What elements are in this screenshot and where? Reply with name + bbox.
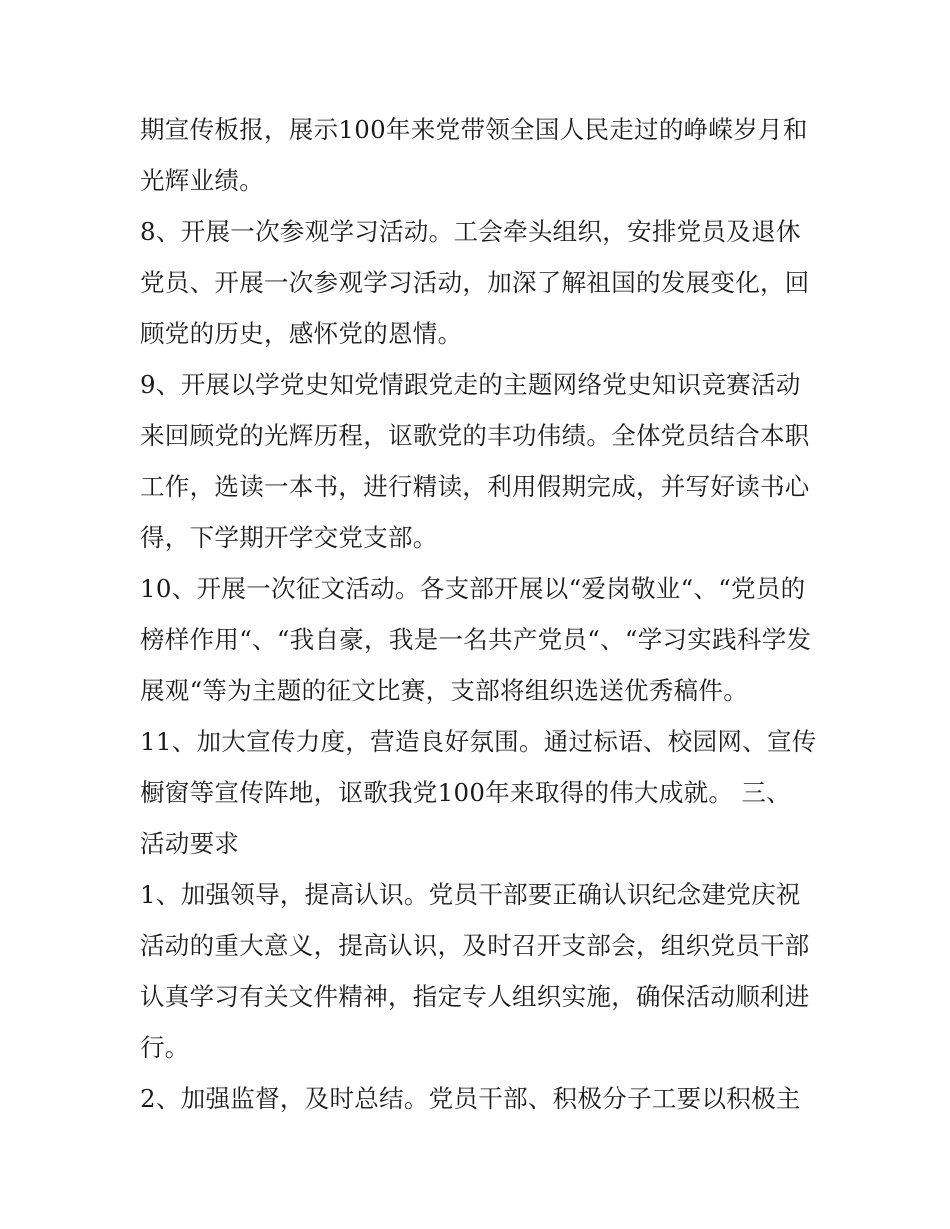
text-line: 顾党的历史，感怀党的恩情。 [140, 319, 463, 348]
text-line: 光辉业绩。 [140, 166, 264, 195]
paragraph-continued-item-7 [140, 104, 820, 206]
text-line: 8、开展一次参观学习活动。工会牵头组织，安排党员及退休 [140, 217, 801, 246]
text-line: 展观“等为主题的征文比赛，支部将组织选送优秀稿件。 [140, 676, 749, 705]
text-line: 认真学习有关文件精神，指定专人组织实施，确保活动顺利进 [140, 982, 810, 1011]
text-line: 10、开展一次征文活动。各支部开展以“爱岗敬业“、“党员的 [140, 574, 806, 603]
text-line: 期宣传板报，展示100年来党带领全国人民走过的峥嵘岁月和 [140, 115, 808, 144]
paragraph-item-11 [140, 716, 820, 869]
text-line: 活动的重大意义，提高认识，及时召开支部会，组织党员干部 [140, 931, 810, 960]
text-line: 得，下学期开学交党支部。 [140, 523, 438, 552]
text-line: 橱窗等宣传阵地，讴歌我党100年来取得的伟大成就。 三、 [140, 778, 791, 807]
paragraph-item-9 [140, 359, 820, 563]
text-line: 9、开展以学党史知党情跟党走的主题网络党史知识竞赛活动 [140, 370, 801, 399]
document-body [140, 104, 820, 1124]
text-line: 11、加大宣传力度，营造良好氛围。通过标语、校园网、宣传 [140, 727, 817, 756]
text-line: 2、加强监督，及时总结。党员干部、积极分子工要以积极主 [140, 1084, 801, 1113]
text-line: 榜样作用“、“我自豪，我是一名共产党员“、“学习实践科学发 [140, 625, 812, 654]
paragraph-item-10 [140, 563, 820, 716]
paragraph-requirement-1 [140, 869, 820, 1073]
text-line: 党员、开展一次参观学习活动，加深了解祖国的发展变化，回 [140, 268, 810, 297]
section-heading-line: 活动要求 [140, 829, 240, 858]
text-line: 1、加强领导，提高认识。党员干部要正确认识纪念建党庆祝 [140, 880, 801, 909]
paragraph-requirement-2 [140, 1073, 820, 1124]
text-line: 行。 [140, 1033, 190, 1062]
text-line: 工作，选读一本书，进行精读，利用假期完成，并写好读书心 [140, 472, 810, 501]
text-line: 来回顾党的光辉历程，讴歌党的丰功伟绩。全体党员结合本职 [140, 421, 810, 450]
paragraph-item-8 [140, 206, 820, 359]
